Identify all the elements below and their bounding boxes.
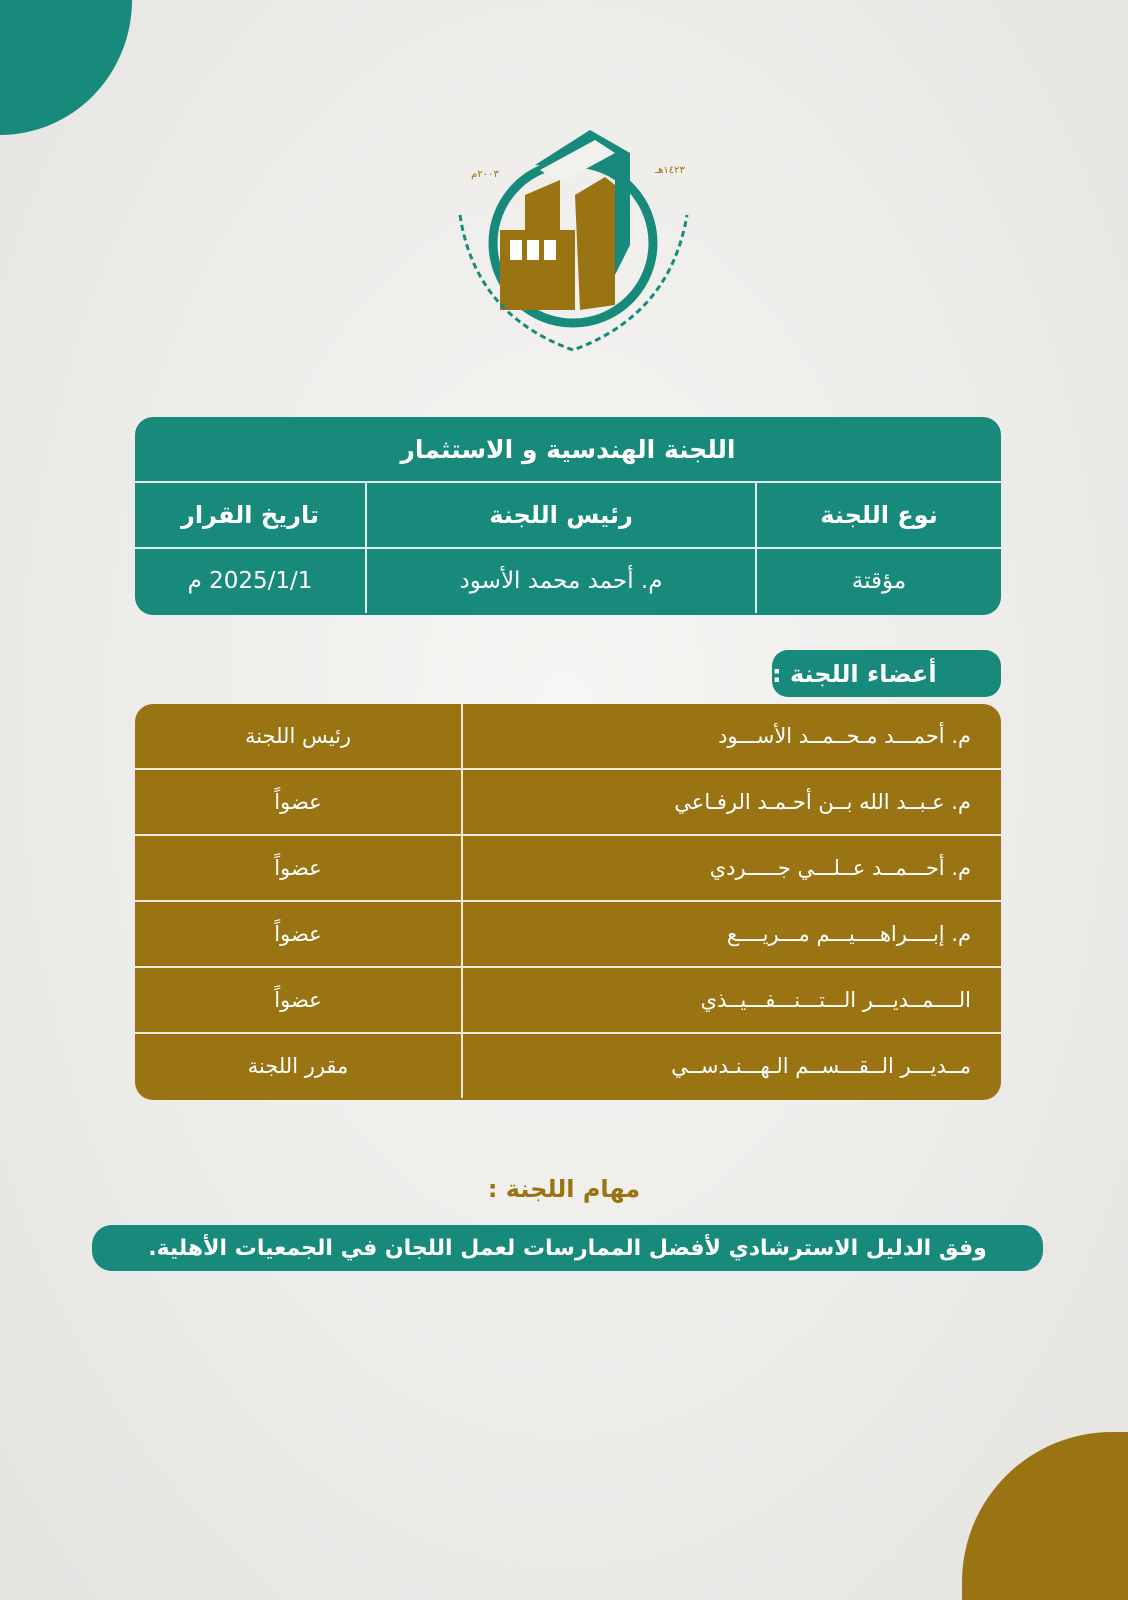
header-decision-date: تاريخ القرار: [181, 501, 319, 529]
table-row: [135, 1032, 1001, 1098]
logo-year-hijri: ١٤٢٣هـ: [655, 165, 685, 176]
members-label: أعضاء اللجنة :: [772, 650, 1001, 697]
committee-value-row: [135, 547, 1001, 613]
committee-title: اللجنة الهندسية و الاستثمار: [400, 434, 736, 464]
member-name: م. أحـــمــد عــلـــي جـــــردي: [461, 836, 1001, 900]
member-name: م. عـبــد الله بــن أحـمـد الرفـاعي: [461, 770, 1001, 834]
logo-year-gregorian: ٢٠٠٣م: [471, 169, 499, 180]
table-row: [135, 966, 1001, 1032]
committee-type-value: مؤقتة: [755, 549, 1001, 613]
tasks-title: مهام اللجنة :: [487, 1175, 641, 1203]
member-name: مــديـــر الــقـــســم الـهـــنـدســي: [461, 1034, 1001, 1098]
committee-info-table: [135, 417, 1001, 615]
member-role: عضواً: [274, 856, 322, 880]
members-table: [135, 704, 1001, 1100]
member-role: رئيس اللجنة: [244, 724, 352, 748]
decorative-corner-circle-top: [0, 0, 132, 135]
header-committee-type: نوع اللجنة: [755, 483, 1001, 547]
member-role: عضواً: [274, 922, 322, 946]
table-row: [135, 834, 1001, 900]
member-role: عضواً: [274, 988, 322, 1012]
table-row: [135, 900, 1001, 966]
committee-header-row: [135, 481, 1001, 547]
committee-chair-value: م. أحمد محمد الأسود: [365, 549, 755, 613]
table-row: [135, 704, 1001, 768]
member-role: عضواً: [274, 790, 322, 814]
logo-building-right: [575, 177, 615, 310]
member-name: م. إبــــراهــــيـــم مـــريــــع: [461, 902, 1001, 966]
decision-date-value: 2025/1/1 م: [187, 568, 313, 594]
decorative-corner-circle-bottom: [962, 1432, 1128, 1600]
member-role: مقرر اللجنة: [247, 1054, 349, 1078]
member-name: الــــمــديـــر الـــتـــنـــفـــيــذي: [461, 968, 1001, 1032]
organization-logo: [455, 125, 695, 360]
member-name: م. أحمـــد مـحــمــد الأســـود: [461, 704, 1001, 768]
header-committee-chair: رئيس اللجنة: [365, 483, 755, 547]
table-row: [135, 768, 1001, 834]
tasks-description: وفق الدليل الاسترشادي لأفضل الممارسات لعمل اللجان في الجمعيات الأهلية.: [92, 1225, 1043, 1271]
